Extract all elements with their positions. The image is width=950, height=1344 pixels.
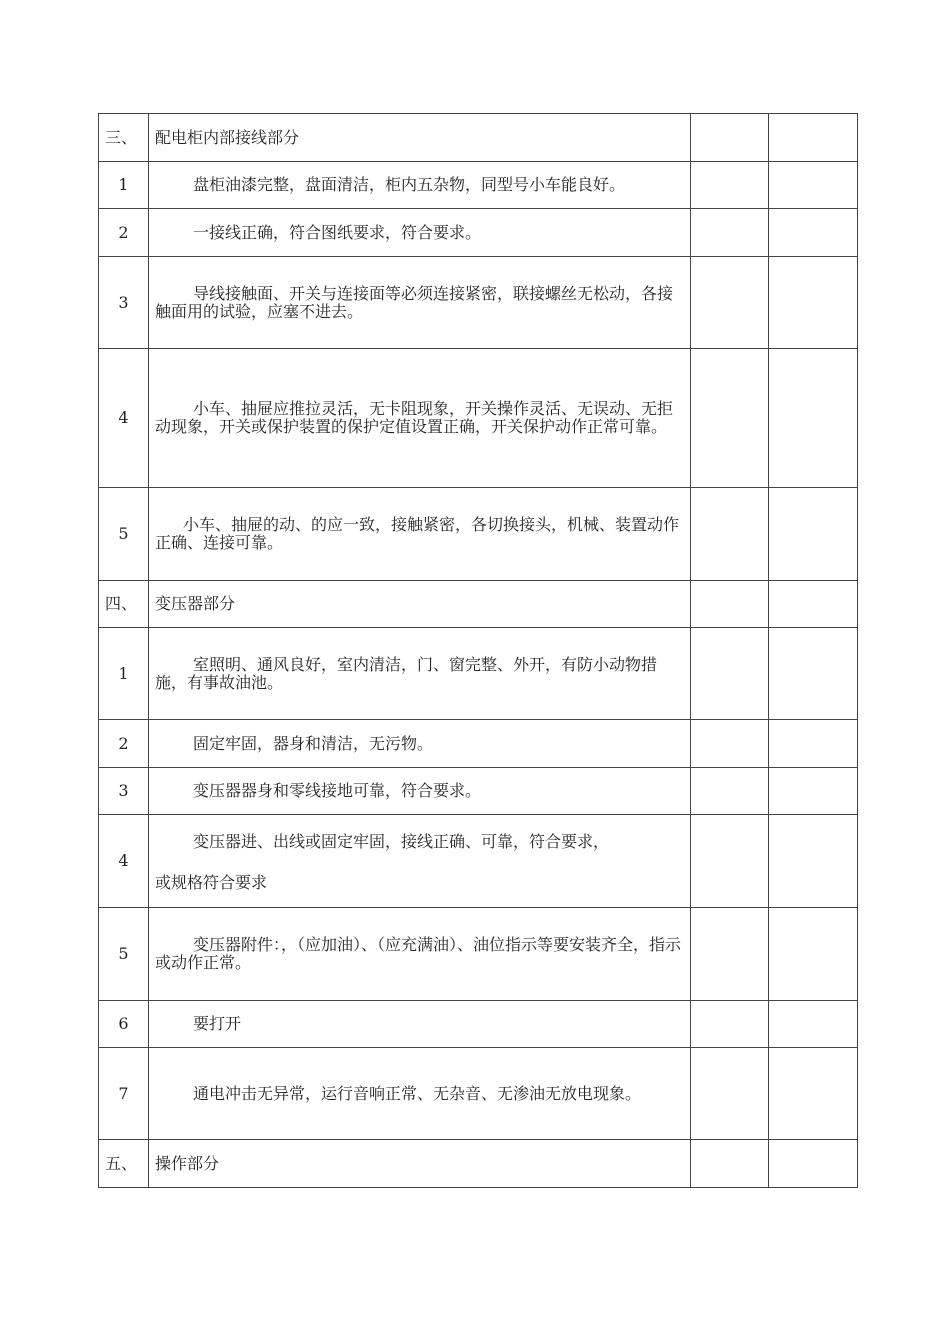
empty-cell [691, 162, 769, 209]
table-row [99, 815, 858, 908]
empty-cell [691, 1048, 769, 1140]
empty-cell [769, 1140, 858, 1188]
section-number: 四、 [99, 581, 149, 628]
empty-cell [769, 720, 858, 768]
item-number: 3 [99, 257, 149, 349]
empty-cell [691, 908, 769, 1001]
table-row [99, 628, 858, 720]
empty-cell [691, 628, 769, 720]
table-row [99, 1001, 858, 1048]
empty-cell [691, 768, 769, 815]
table-row [99, 768, 858, 815]
table-row [99, 720, 858, 768]
table-row [99, 349, 858, 488]
empty-cell [769, 581, 858, 628]
item-text: 变压器附件：，（应加油）、（应充满油）、油位指示等要安装齐全，指示或动作正常。 [149, 908, 691, 1001]
item-number: 2 [99, 720, 149, 768]
empty-cell [691, 114, 769, 162]
item-number: 6 [99, 1001, 149, 1048]
item-number: 2 [99, 209, 149, 257]
section-number: 三、 [99, 114, 149, 162]
table-row [99, 908, 858, 1001]
item-text: 变压器器身和零线接地可靠，符合要求。 [149, 768, 691, 815]
item-text: 通电冲击无异常，运行音响正常、无杂音、无渗油无放电现象。 [149, 1048, 691, 1140]
section-title: 配电柜内部接线部分 [149, 114, 691, 162]
table-row [99, 114, 858, 162]
item-number: 1 [99, 162, 149, 209]
empty-cell [769, 628, 858, 720]
table-row [99, 488, 858, 581]
empty-cell [769, 209, 858, 257]
empty-cell [769, 114, 858, 162]
item-text: 要打开 [149, 1001, 691, 1048]
empty-cell [769, 908, 858, 1001]
item-number: 4 [99, 815, 149, 908]
item-text: 小车、抽屉的动、的应一致，接触紧密，各切换接头，机械、装置动作正确、连接可靠。 [149, 488, 691, 581]
table-row [99, 257, 858, 349]
table-row [99, 162, 858, 209]
empty-cell [769, 162, 858, 209]
item-text: 导线接触面、开关与连接面等必须连接紧密，联接螺丝无松动，各接触面用的试验，应塞不进去。 [149, 257, 691, 349]
item-number: 3 [99, 768, 149, 815]
empty-cell [691, 1140, 769, 1188]
empty-cell [769, 1048, 858, 1140]
empty-cell [691, 349, 769, 488]
empty-cell [691, 581, 769, 628]
item-text: 盘柜油漆完整，盘面清洁，柜内五杂物，同型号小车能良好。 [149, 162, 691, 209]
empty-cell [769, 1001, 858, 1048]
item-text: 小车、抽屉应推拉灵活，无卡阻现象，开关操作灵活、无误动、无拒动现象，开关或保护装置的保护定值设置正确，开关保护动作正常可靠。 [149, 349, 691, 488]
item-number: 5 [99, 488, 149, 581]
item-number: 5 [99, 908, 149, 1001]
table-row [99, 209, 858, 257]
empty-cell [769, 257, 858, 349]
empty-cell [769, 768, 858, 815]
item-number: 7 [99, 1048, 149, 1140]
item-text: 固定牢固，器身和清洁，无污物。 [149, 720, 691, 768]
item-number: 4 [99, 349, 149, 488]
inspection-table [98, 113, 858, 1188]
empty-cell [691, 1001, 769, 1048]
empty-cell [691, 209, 769, 257]
item-number: 1 [99, 628, 149, 720]
section-title: 操作部分 [149, 1140, 691, 1188]
empty-cell [691, 720, 769, 768]
empty-cell [691, 815, 769, 908]
item-text-cell [149, 815, 691, 908]
table-row [99, 1048, 858, 1140]
empty-cell [769, 349, 858, 488]
item-text-continued: 或规格符合要求 [155, 873, 268, 892]
section-number: 五、 [99, 1140, 149, 1188]
empty-cell [691, 257, 769, 349]
table-row [99, 1140, 858, 1188]
item-text: 一接线正确，符合图纸要求，符合要求。 [149, 209, 691, 257]
item-text: 变压器进、出线或固定牢固，接线正确、可靠，符合要求， [193, 832, 610, 851]
empty-cell [769, 488, 858, 581]
item-text: 室照明、通风良好，室内清洁，门、窗完整、外开，有防小动物措施，有事故油池。 [149, 628, 691, 720]
section-title: 变压器部分 [149, 581, 691, 628]
empty-cell [769, 815, 858, 908]
table-row [99, 581, 858, 628]
empty-cell [691, 488, 769, 581]
